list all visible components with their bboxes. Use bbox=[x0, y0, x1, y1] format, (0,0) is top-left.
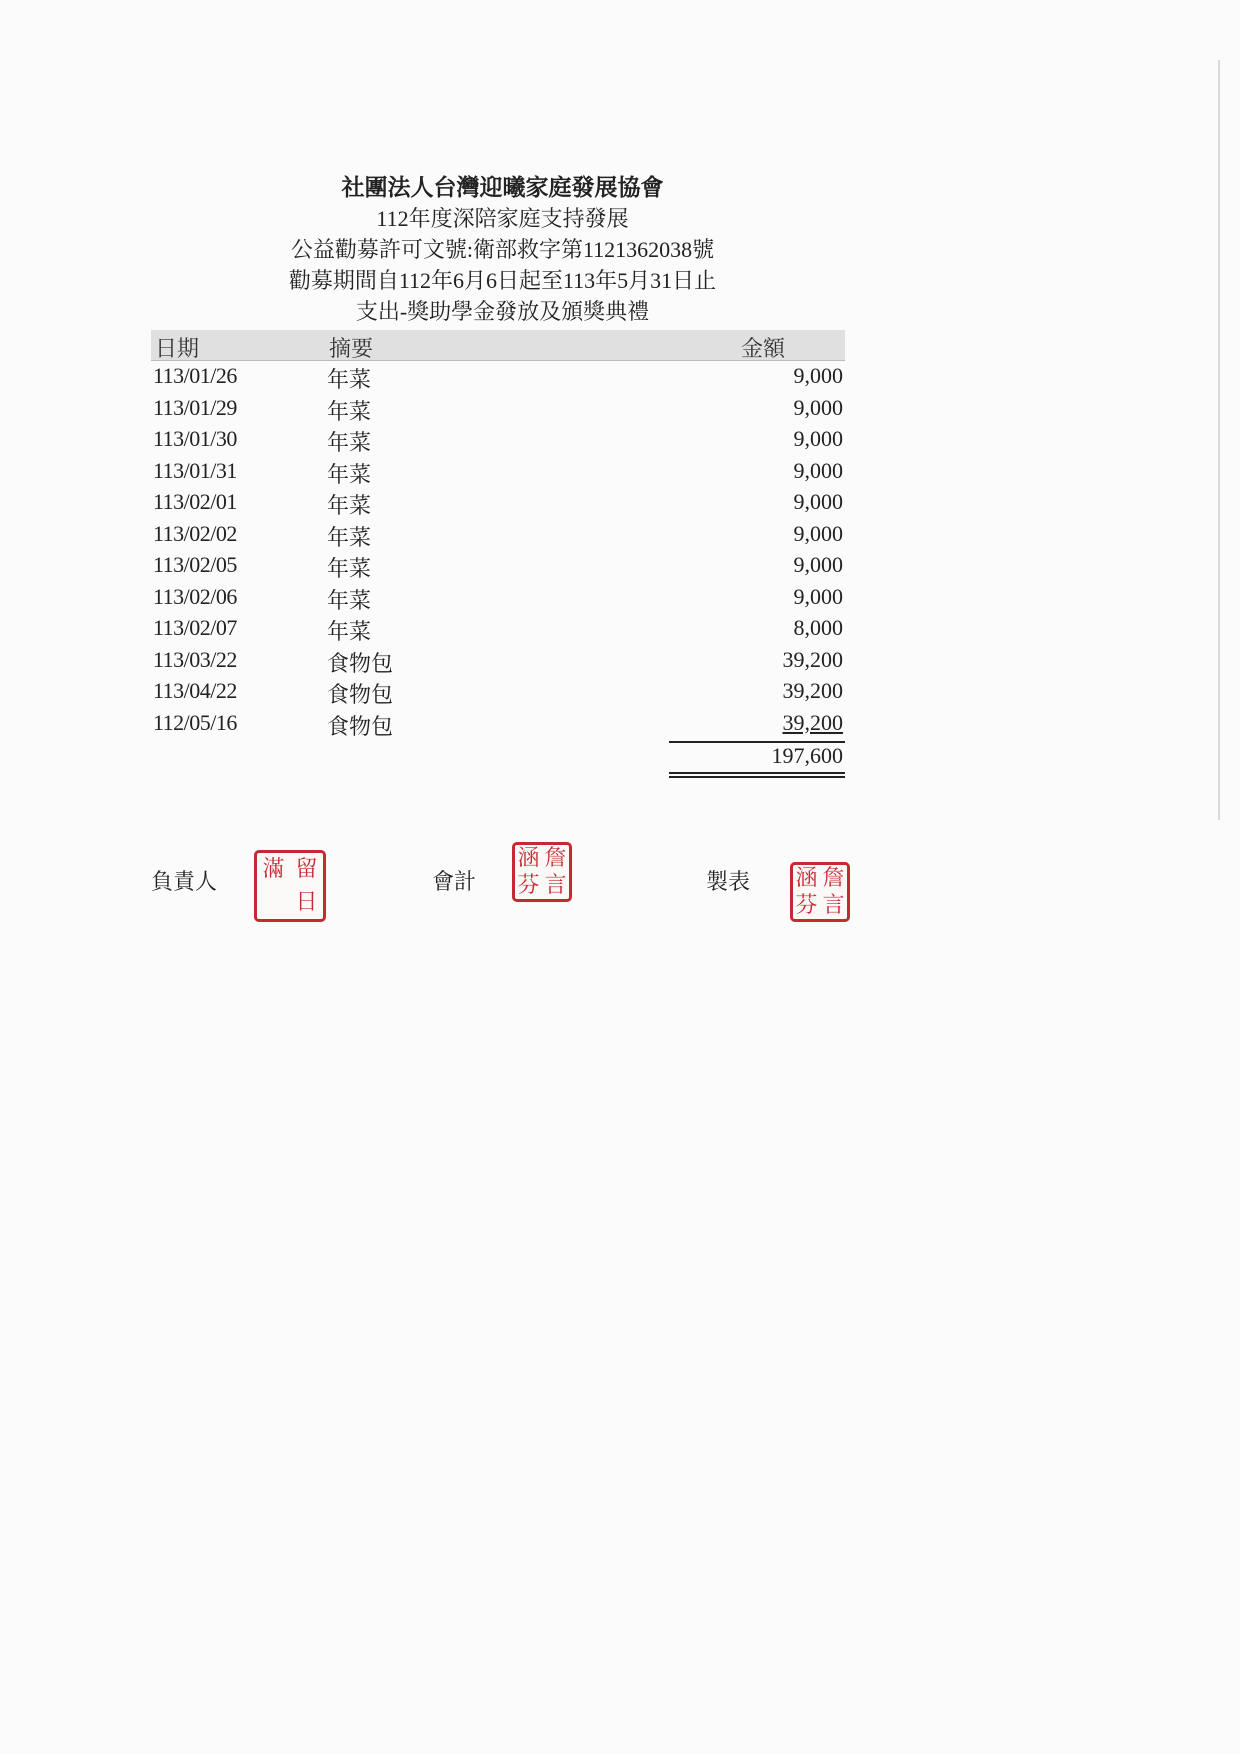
total-amount: 197,600 bbox=[771, 743, 843, 768]
seal-char: 日 bbox=[295, 889, 318, 915]
seal-char: 涵 bbox=[517, 845, 540, 871]
seal-char: 芬 bbox=[795, 892, 818, 918]
seal-char: 詹 bbox=[544, 845, 567, 871]
row-date: 113/03/22 bbox=[153, 646, 237, 672]
row-desc: 年菜 bbox=[327, 367, 372, 392]
table-row bbox=[151, 487, 845, 519]
row-date: 113/01/26 bbox=[153, 363, 237, 388]
document-header bbox=[0, 172, 1005, 327]
row-amount: 9,000 bbox=[793, 583, 843, 609]
project-name: 112年度深陪家庭支持發展 bbox=[376, 206, 629, 231]
row-desc: 年菜 bbox=[327, 619, 372, 644]
row-amount: 39,200 bbox=[782, 678, 843, 703]
table-row bbox=[151, 613, 845, 645]
seal-char: 芬 bbox=[517, 872, 540, 898]
row-amount: 9,000 bbox=[793, 363, 843, 388]
row-amount: 9,000 bbox=[793, 520, 843, 546]
accounting-seal bbox=[512, 842, 572, 902]
row-desc: 年菜 bbox=[327, 430, 372, 455]
seal-char: 涵 bbox=[795, 865, 818, 891]
seal-char: 言 bbox=[544, 872, 567, 898]
responsible-label: 負責人 bbox=[151, 870, 218, 895]
row-date: 112/05/16 bbox=[153, 709, 237, 735]
header-date: 日期 bbox=[155, 336, 200, 361]
row-amount: 9,000 bbox=[793, 552, 843, 577]
row-desc: 年菜 bbox=[327, 461, 372, 487]
row-date: 113/01/30 bbox=[153, 426, 237, 451]
org-name: 社團法人台灣迎曦家庭發展協會 bbox=[341, 175, 664, 200]
row-desc: 年菜 bbox=[327, 493, 372, 518]
row-date: 113/02/05 bbox=[153, 552, 237, 577]
row-amount: 9,000 bbox=[793, 489, 843, 514]
table-row bbox=[151, 424, 845, 456]
fundraising-period: 勸募期間自112年6月6日起至113年5月31日止 bbox=[288, 268, 717, 293]
header-desc: 摘要 bbox=[329, 336, 374, 361]
row-amount: 39,200 bbox=[782, 646, 843, 672]
table-row bbox=[151, 361, 845, 393]
table-row bbox=[151, 519, 845, 551]
section-title: 支出-獎助學金發放及頒獎典禮 bbox=[355, 299, 650, 324]
seal-char: 詹 bbox=[822, 865, 845, 891]
row-amount: 9,000 bbox=[793, 394, 843, 420]
table-row bbox=[151, 676, 845, 708]
table-row bbox=[151, 550, 845, 582]
total-rule-double-1 bbox=[669, 772, 845, 774]
preparer-label: 製表 bbox=[706, 870, 751, 895]
row-desc: 食物包 bbox=[327, 682, 394, 707]
row-desc: 年菜 bbox=[327, 556, 372, 581]
row-amount: 9,000 bbox=[793, 457, 843, 483]
table-header bbox=[151, 330, 845, 361]
table-row bbox=[151, 456, 845, 488]
row-desc: 食物包 bbox=[327, 713, 394, 739]
permit-number: 公益勸募許可文號:衛部救字第1121362038號 bbox=[290, 237, 715, 262]
accounting-label: 會計 bbox=[432, 870, 477, 895]
row-amount: 39,200 bbox=[782, 709, 843, 735]
row-desc: 年菜 bbox=[327, 524, 372, 550]
row-date: 113/02/02 bbox=[153, 520, 237, 546]
preparer-seal bbox=[790, 862, 850, 922]
table-row bbox=[151, 582, 845, 614]
row-date: 113/02/06 bbox=[153, 583, 237, 609]
table-row bbox=[151, 393, 845, 425]
row-date: 113/01/31 bbox=[153, 457, 237, 483]
row-amount: 8,000 bbox=[793, 615, 843, 640]
total-row bbox=[151, 739, 845, 779]
header-amount: 金額 bbox=[740, 336, 785, 361]
table-body bbox=[151, 361, 845, 739]
row-date: 113/01/29 bbox=[153, 394, 237, 420]
seal-char: 滿 bbox=[262, 856, 285, 882]
table-row bbox=[151, 645, 845, 677]
row-date: 113/02/07 bbox=[153, 615, 237, 640]
responsible-seal bbox=[254, 850, 326, 922]
total-rule-double-2 bbox=[669, 776, 845, 778]
scan-edge bbox=[1218, 60, 1220, 820]
row-desc: 年菜 bbox=[327, 587, 372, 613]
row-desc: 食物包 bbox=[327, 650, 394, 676]
seal-char: 留 bbox=[295, 856, 318, 882]
seal-char: 言 bbox=[822, 892, 845, 918]
table-row bbox=[151, 708, 845, 740]
row-desc: 年菜 bbox=[327, 398, 372, 424]
row-date: 113/04/22 bbox=[153, 678, 237, 703]
expense-table bbox=[151, 330, 845, 779]
row-amount: 9,000 bbox=[793, 426, 843, 451]
row-date: 113/02/01 bbox=[153, 489, 237, 514]
